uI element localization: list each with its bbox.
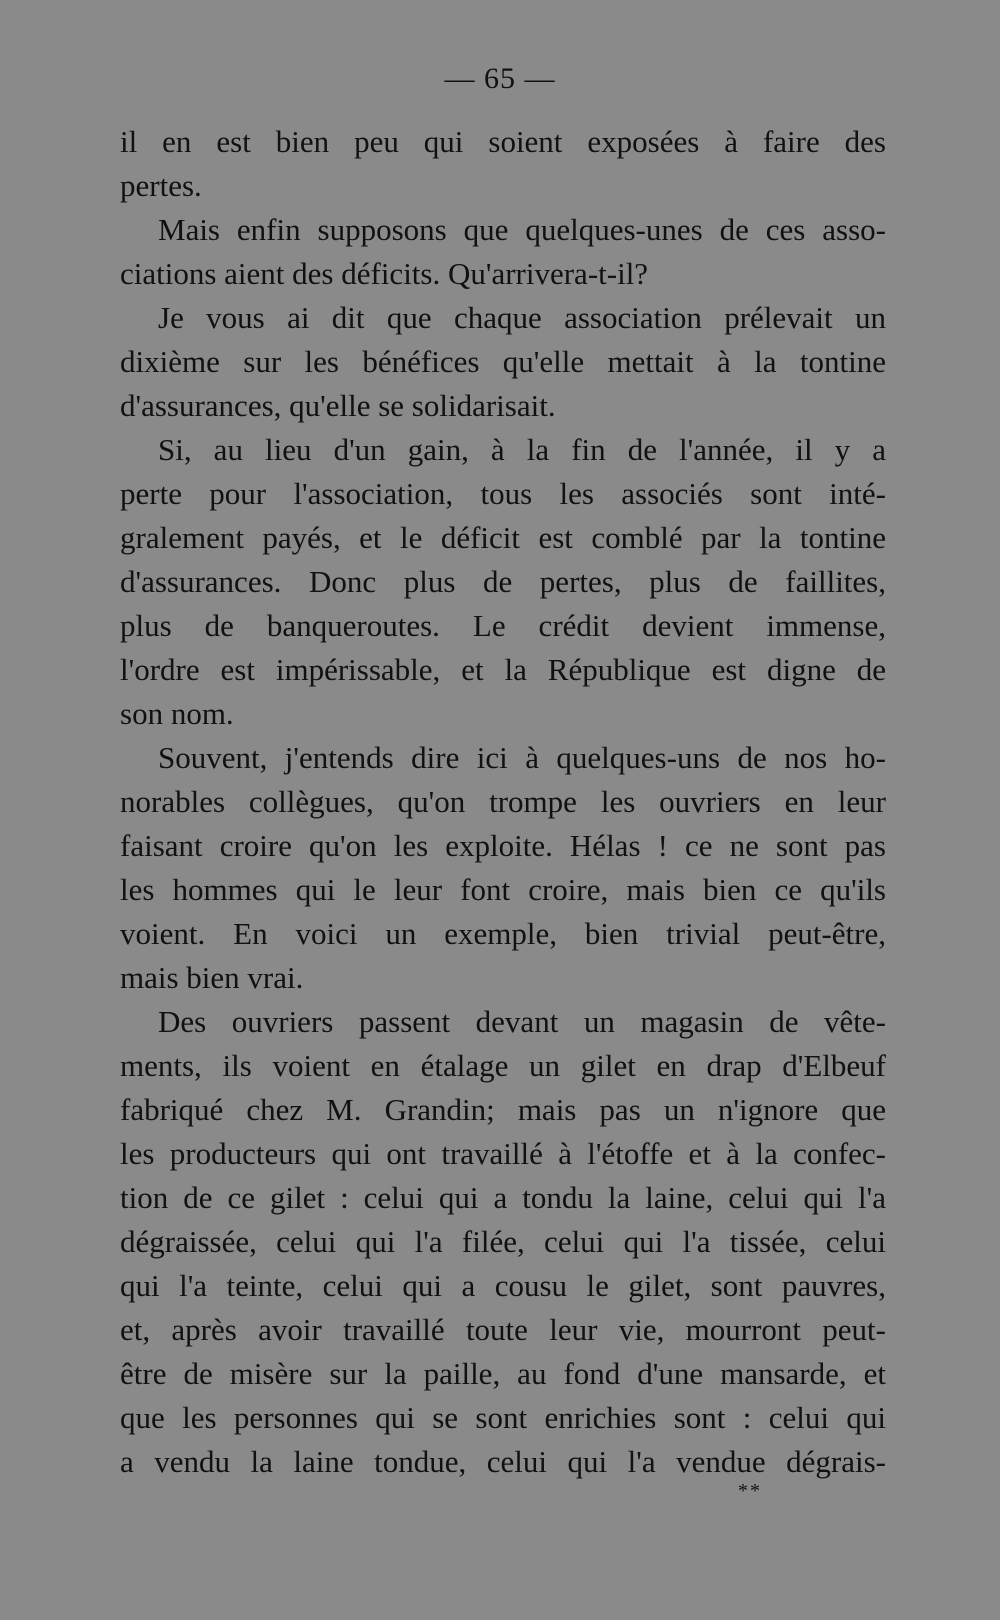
- text-line: voient. En voici un exemple, bien trivial peut-être,: [120, 916, 886, 951]
- text-line: et, après avoir travaillé toute leur vie, mourront peut-: [120, 1312, 886, 1347]
- text-line: être de misère sur la paille, au fond d'une mansarde, et: [120, 1356, 886, 1391]
- text-line: d'assurances. Donc plus de pertes, plus de faillites,: [120, 564, 886, 599]
- text-line: fabriqué chez M. Grandin; mais pas un n'ignore que: [120, 1092, 886, 1127]
- text-line: les hommes qui le leur font croire, mais bien ce qu'ils: [120, 872, 886, 907]
- text-line: Si, au lieu d'un gain, à la fin de l'année, il y a: [158, 432, 886, 467]
- text-line: Souvent, j'entends dire ici à quelques-uns de nos ho-: [158, 740, 886, 775]
- text-line: les producteurs qui ont travaillé à l'étoffe et à la confec-: [120, 1136, 886, 1171]
- text-line: que les personnes qui se sont enrichies sont : celui qui: [120, 1400, 886, 1435]
- signature-mark: **: [738, 1480, 762, 1502]
- text-line: dixième sur les bénéfices qu'elle mettait à la tontine: [120, 344, 886, 379]
- text-line: ciations aient des déficits. Qu'arrivera-t-il?: [120, 256, 649, 291]
- text-line: a vendu la laine tondue, celui qui l'a vendue dégrais-: [120, 1444, 886, 1479]
- text-line: Mais enfin supposons que quelques-unes de ces asso-: [158, 212, 886, 247]
- text-line: son nom.: [120, 696, 234, 731]
- text-line: l'ordre est impérissable, et la République est digne de: [120, 652, 886, 687]
- text-line: faisant croire qu'on les exploite. Hélas ! ce ne sont pas: [120, 828, 886, 863]
- page-number: — 65 —: [444, 62, 556, 95]
- text-line: plus de banqueroutes. Le crédit devient immense,: [120, 608, 886, 643]
- text-line: d'assurances, qu'elle se solidarisait.: [120, 388, 556, 423]
- text-line: il en est bien peu qui soient exposées à faire des: [120, 124, 886, 159]
- body-text: [120, 120, 886, 1484]
- text-line: ments, ils voient en étalage un gilet en drap d'Elbeuf: [120, 1048, 886, 1083]
- text-line: pertes.: [120, 168, 202, 203]
- text-line: mais bien vrai.: [120, 960, 304, 995]
- text-line: gralement payés, et le déficit est comblé par la tontine: [120, 520, 886, 555]
- text-line: qui l'a teinte, celui qui a cousu le gilet, sont pauvres,: [120, 1268, 886, 1303]
- text-line: dégraissée, celui qui l'a filée, celui qui l'a tissée, celui: [120, 1224, 886, 1259]
- text-line: norables collègues, qu'on trompe les ouvriers en leur: [120, 784, 886, 819]
- text-line: perte pour l'association, tous les associés sont inté-: [120, 476, 886, 511]
- text-line: tion de ce gilet : celui qui a tondu la laine, celui qui l'a: [120, 1180, 886, 1215]
- text-line: Des ouvriers passent devant un magasin de vête-: [158, 1004, 886, 1039]
- text-line: Je vous ai dit que chaque association prélevait un: [158, 300, 886, 335]
